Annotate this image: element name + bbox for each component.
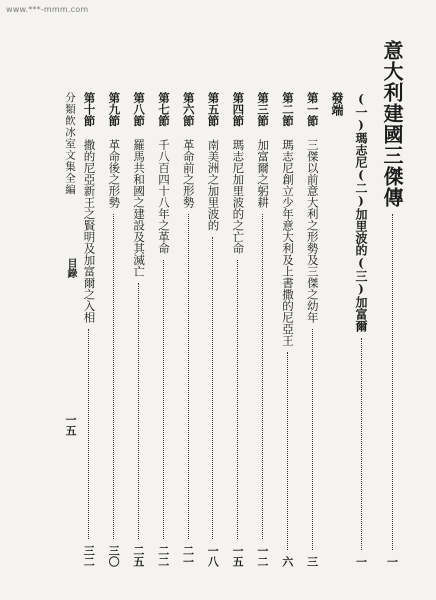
- entry-section: 第六節: [181, 92, 196, 127]
- toc-entry: [279, 92, 295, 567]
- entry-page: 一二: [255, 545, 269, 567]
- entry-title: 加富爾之躬耕: [256, 138, 271, 208]
- toc-entry: [130, 92, 146, 567]
- entry-title: 南美洲之加里波的: [206, 138, 221, 231]
- toc-entry: [205, 92, 221, 567]
- series-title-column: [64, 92, 78, 196]
- entry-page: 六: [280, 556, 294, 567]
- entry-title: 撒的尼亞新王之賢明及加富爾之入相: [82, 138, 97, 323]
- entry-section: 第二節: [280, 92, 295, 127]
- book-title: 意大利建國三傑傳: [380, 40, 404, 208]
- entry-title: 革命前之形勢: [181, 138, 196, 208]
- dotted-leader: [361, 338, 362, 550]
- toc-entry: [254, 92, 270, 567]
- dotted-leader: [312, 329, 313, 551]
- dotted-leader: [262, 214, 263, 540]
- book-title-page: 一: [385, 556, 399, 567]
- entry-section: 第四節: [231, 92, 246, 127]
- folio-column: [64, 414, 78, 436]
- folio: 一五: [64, 414, 77, 436]
- subtitle: (一)瑪志尼(二)加里波的(三)加富爾: [354, 92, 368, 332]
- dotted-leader: [188, 214, 189, 540]
- toc-entry: [81, 92, 97, 567]
- entry-section: 第八節: [132, 92, 147, 127]
- entry-title: 瑪志尼創立少年意大利及上書撒的尼亞王: [280, 138, 295, 346]
- entry-section: 第三節: [256, 92, 271, 127]
- toc-entry: [304, 92, 320, 567]
- series-title: 分類飲冰室文集全編: [64, 92, 76, 196]
- entry-page: 二二: [156, 545, 170, 567]
- entry-section: 第九節: [107, 92, 122, 127]
- entry-page: 三: [305, 556, 319, 567]
- toc-entry: [106, 92, 122, 567]
- entry-title: 三傑以前意大利之形勢及三傑之幼年: [305, 138, 320, 323]
- entry-title: 革命後之形勢: [107, 138, 122, 208]
- toc-entry: [155, 92, 171, 567]
- dotted-leader: [88, 329, 89, 540]
- entry-section: 第一節: [305, 92, 320, 127]
- entry-page: 三〇: [107, 545, 121, 567]
- subtitle-column: [352, 92, 370, 567]
- entry-section: 第五節: [206, 92, 221, 127]
- subtitle-page: 一: [354, 556, 368, 567]
- entry-page: 一五: [231, 545, 245, 567]
- entry-title: 瑪志尼加里波的之亡命: [231, 138, 246, 254]
- entry-title: 千八百四十八年之革命: [156, 138, 171, 254]
- dotted-leader: [392, 214, 393, 550]
- entry-page: 三二: [82, 545, 96, 567]
- toc-entry: [180, 92, 196, 567]
- dotted-leader: [113, 214, 114, 540]
- dotted-leader: [212, 237, 213, 540]
- footer-label-column: [64, 258, 78, 278]
- dotted-leader: [163, 260, 164, 540]
- entry-section: 第七節: [156, 92, 171, 127]
- toc-entry: [230, 92, 246, 567]
- entry-title: 羅馬共和國之建設及其滅亡: [132, 138, 147, 277]
- dotted-leader: [138, 283, 139, 540]
- intro-column: [329, 92, 345, 116]
- dotted-leader: [287, 352, 288, 551]
- footer-label: 目錄: [65, 258, 76, 278]
- entry-page: 一八: [206, 545, 220, 567]
- entry-section: 第十節: [82, 92, 97, 127]
- book-title-column: [380, 40, 404, 567]
- entry-page: 二一: [181, 545, 195, 567]
- intro-section: 發端: [330, 92, 344, 116]
- watermark-text: www.***-mmm.com: [6, 5, 89, 14]
- entry-page: 二五: [131, 545, 145, 567]
- dotted-leader: [237, 260, 238, 540]
